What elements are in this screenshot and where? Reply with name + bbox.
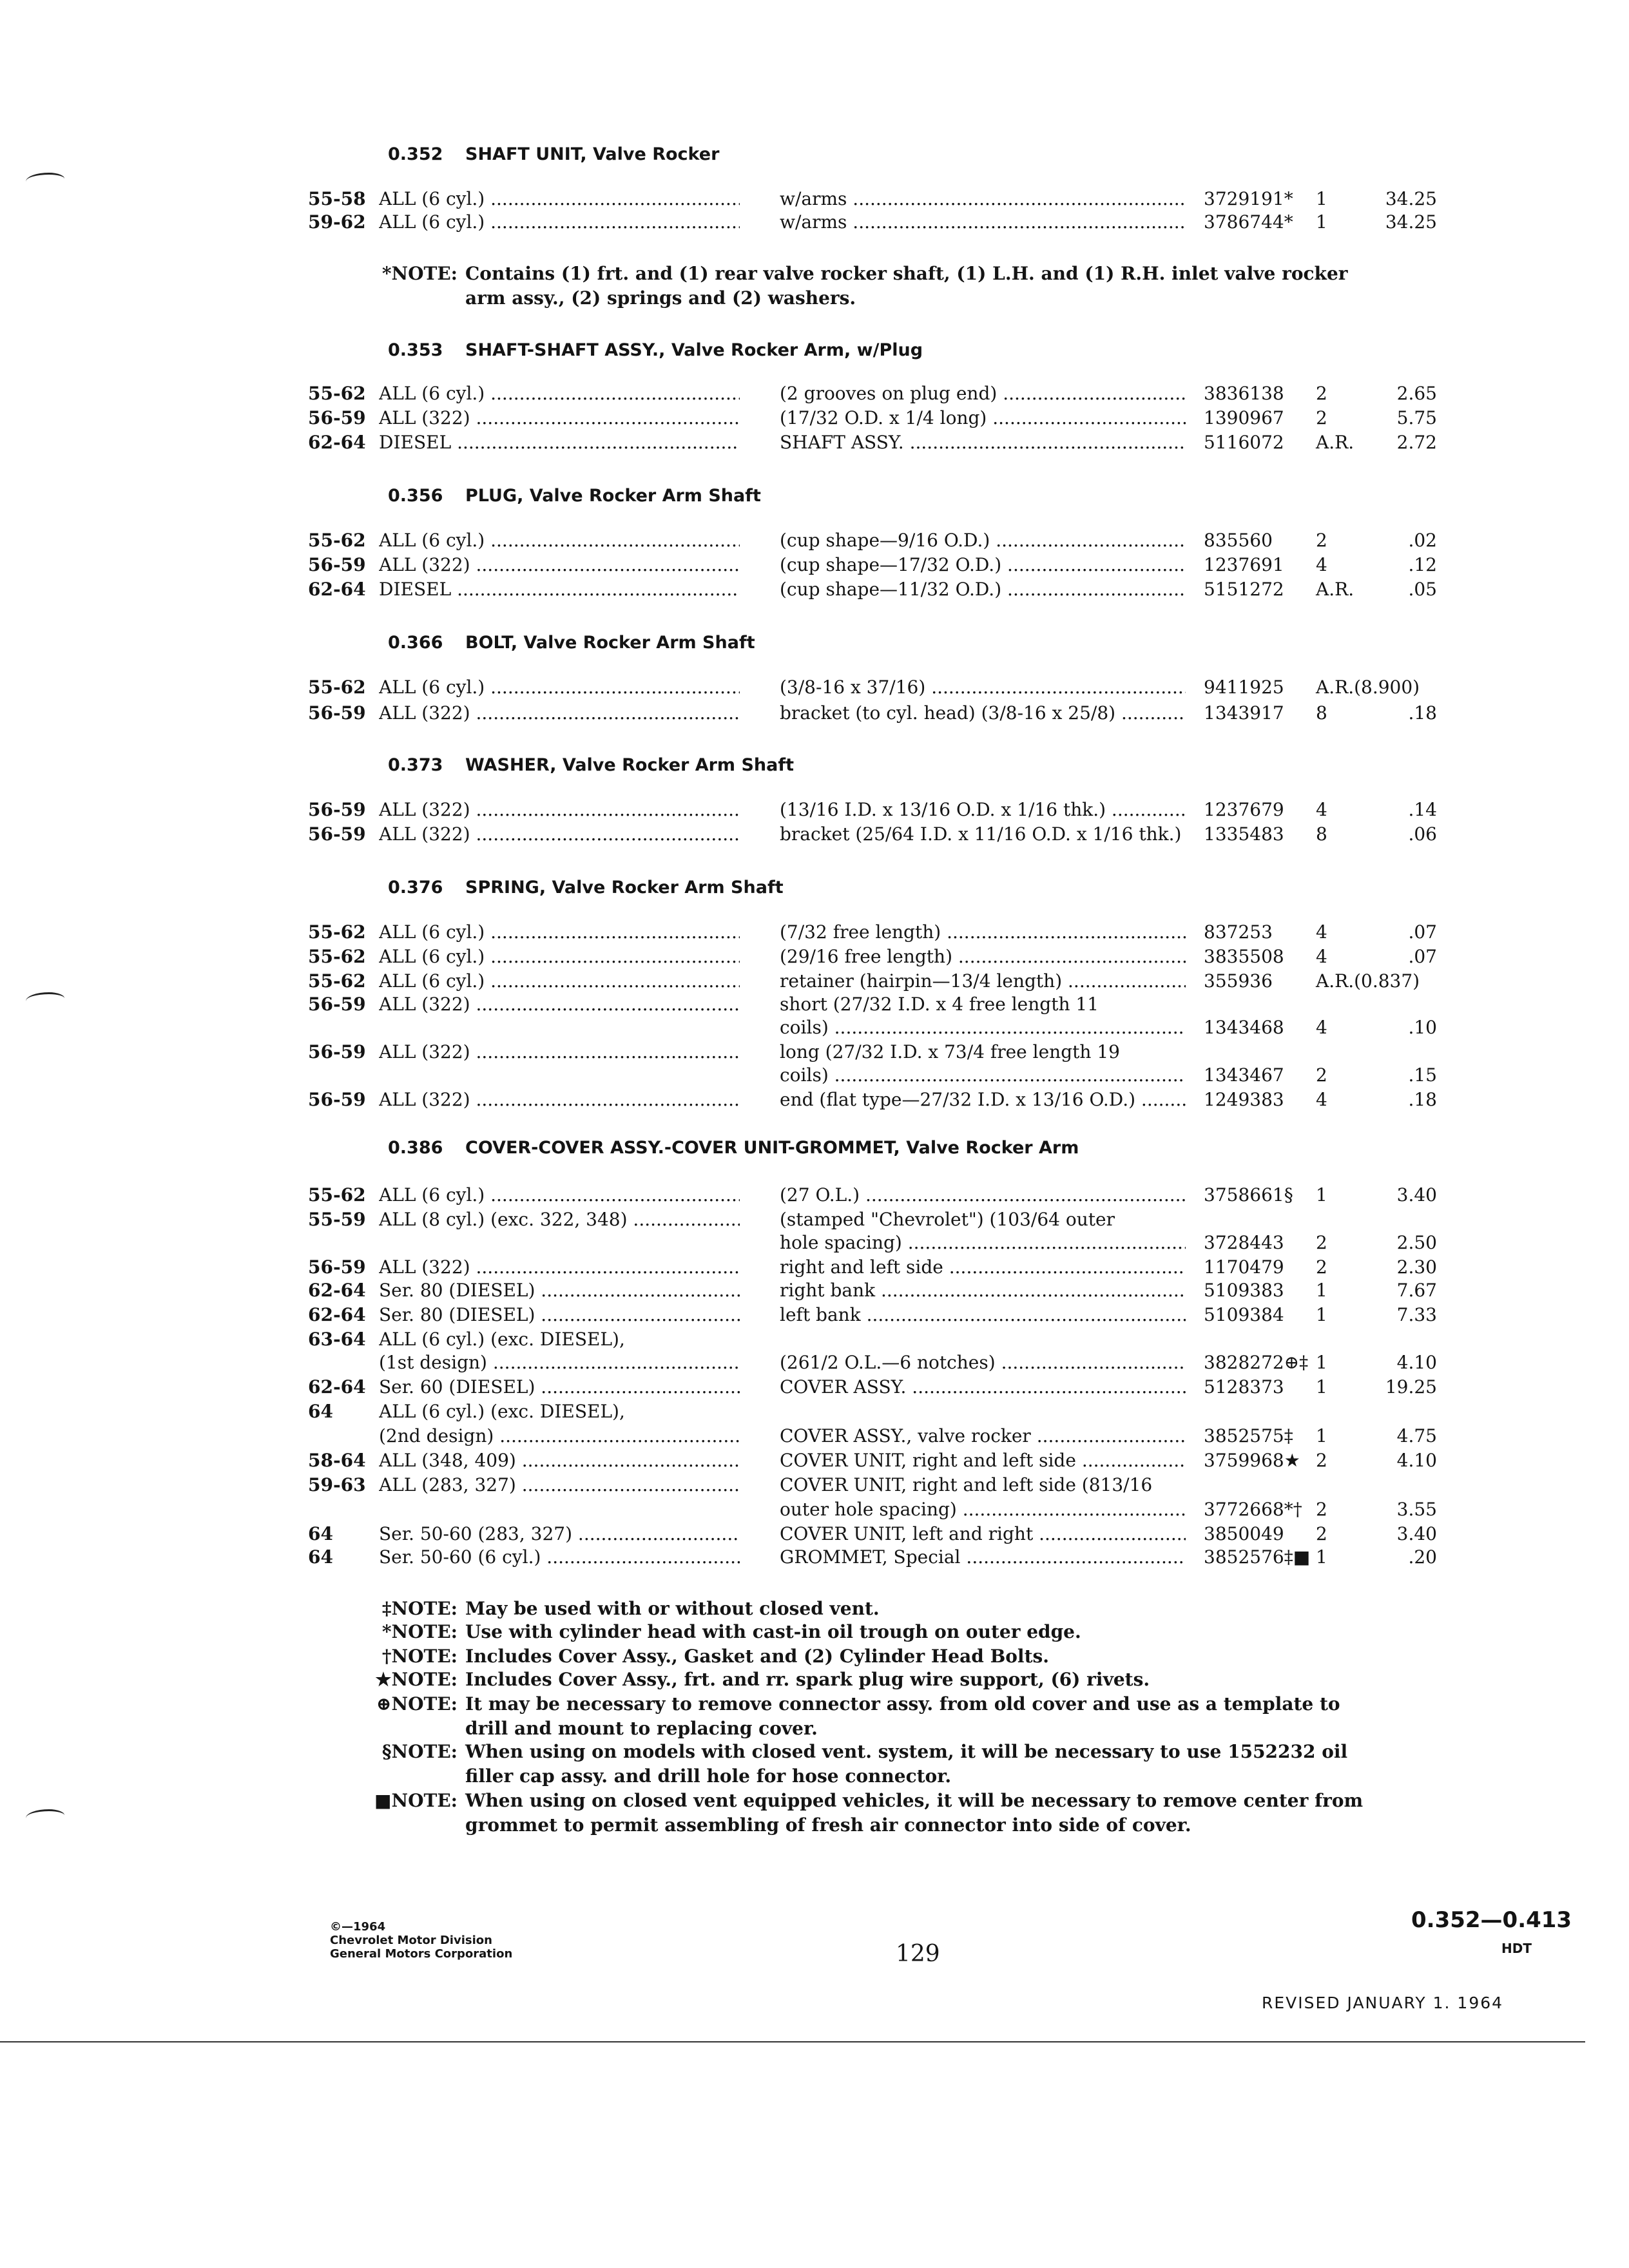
part-number: 355936 bbox=[1204, 970, 1273, 992]
model-year: 55-62 bbox=[308, 970, 366, 992]
note-text: May be used with or without closed vent. bbox=[465, 1598, 880, 1619]
application: ALL (8 cyl.) (exc. 322, 348) ..... bbox=[379, 1207, 740, 1232]
description: (cup shape—11/32 O.D.) ..... bbox=[780, 577, 1186, 602]
description: coils) ..... bbox=[780, 1015, 1186, 1040]
part-number: 3852576‡■ bbox=[1204, 1546, 1311, 1568]
application: Ser. 60 (DIESEL) ..... bbox=[379, 1375, 740, 1399]
part-number: 3852575‡ bbox=[1204, 1425, 1293, 1446]
application: Ser. 50-60 (6 cyl.) ..... bbox=[379, 1545, 740, 1570]
application: ALL (322) ..... bbox=[379, 992, 740, 1017]
quantity: 4 bbox=[1316, 921, 1327, 943]
part-row bbox=[0, 187, 1629, 211]
part-number: 9411925 bbox=[1204, 677, 1284, 698]
part-row bbox=[0, 920, 1629, 945]
note-label: ‡NOTE: bbox=[381, 1598, 458, 1619]
part-number: 837253 bbox=[1204, 921, 1273, 943]
model-year: 62-64 bbox=[308, 432, 366, 453]
description: right bank ..... bbox=[780, 1278, 1186, 1303]
application: ALL (6 cyl.) (exc. DIESEL), bbox=[379, 1401, 625, 1422]
binder-hole-mark bbox=[26, 992, 64, 1007]
price: 3.55 bbox=[1396, 1499, 1437, 1520]
model-year: 55-62 bbox=[308, 1184, 366, 1206]
part-row bbox=[0, 992, 1629, 1017]
price: .12 bbox=[1408, 554, 1437, 575]
model-year: 55-62 bbox=[308, 946, 366, 967]
part-number: 3759968★ bbox=[1204, 1450, 1300, 1471]
note-386 bbox=[361, 1692, 1392, 1741]
application: ALL (322) ..... bbox=[379, 553, 740, 577]
quantity: 4 bbox=[1316, 799, 1327, 820]
section-subtitle: Valve Rocker Arm Shaft bbox=[529, 486, 761, 506]
note-text: Includes Cover Assy., Gasket and (2) Cylinder Head Bolts. bbox=[465, 1646, 1050, 1667]
note-label: ★NOTE: bbox=[375, 1669, 458, 1690]
application: ALL (6 cyl.) ..... bbox=[379, 969, 740, 994]
section-title: SHAFT-SHAFT ASSY., bbox=[465, 340, 666, 360]
publisher-block bbox=[330, 1920, 512, 1961]
quantity: 2 bbox=[1316, 1499, 1327, 1520]
description: COVER UNIT, left and right ..... bbox=[780, 1522, 1186, 1546]
part-row bbox=[0, 1015, 1629, 1040]
price: .05 bbox=[1408, 579, 1437, 600]
section-subtitle: Valve Rocker Arm Shaft bbox=[523, 633, 755, 653]
note-label: §NOTE: bbox=[381, 1741, 458, 1762]
application: ALL (6 cyl.) ..... bbox=[379, 1183, 740, 1207]
description: long (27/32 I.D. x 73/4 free length 19 bbox=[780, 1041, 1120, 1062]
section-range: 0.352—0.413 bbox=[1411, 1907, 1572, 1933]
price: .20 bbox=[1408, 1546, 1437, 1568]
model-year: 56-59 bbox=[308, 554, 366, 575]
description: (261/2 O.L.—6 notches) ..... bbox=[780, 1350, 1186, 1375]
part-number: 3772668*† bbox=[1204, 1499, 1302, 1520]
model-year: 56-59 bbox=[308, 407, 366, 428]
catalog-code: HDT bbox=[1501, 1941, 1532, 1956]
part-row bbox=[0, 1522, 1629, 1546]
note-label: †NOTE: bbox=[381, 1646, 458, 1667]
section-heading bbox=[388, 750, 1483, 781]
section-subtitle: Valve Rocker Arm, w/Plug bbox=[671, 340, 923, 360]
model-year: 55-62 bbox=[308, 530, 366, 551]
application: ALL (6 cyl.) ..... bbox=[379, 675, 740, 700]
part-number: 3729191* bbox=[1204, 188, 1293, 209]
part-row bbox=[0, 945, 1629, 969]
description: COVER ASSY. ..... bbox=[780, 1375, 1186, 1399]
quantity: 1 bbox=[1316, 1184, 1327, 1206]
part-number: 1343468 bbox=[1204, 1017, 1284, 1038]
quantity: 4 bbox=[1316, 1017, 1327, 1038]
note-text: Contains (1) frt. and (1) rear valve rocker shaft, (1) L.H. and (1) R.H. inlet valve rocker arm assy., (2) springs and (2) washers. bbox=[465, 263, 1348, 309]
description: (cup shape—9/16 O.D.) ..... bbox=[780, 528, 1186, 553]
part-row bbox=[0, 1399, 1629, 1424]
description: coils) ..... bbox=[780, 1063, 1186, 1088]
section-title: SHAFT UNIT, bbox=[465, 144, 587, 164]
part-number: 3728443 bbox=[1204, 1232, 1284, 1253]
part-row bbox=[0, 1327, 1629, 1352]
section-number: 0.356 bbox=[388, 486, 443, 506]
note-text: Use with cylinder head with cast-in oil trough on outer edge. bbox=[465, 1621, 1081, 1642]
part-row bbox=[0, 1424, 1629, 1448]
section-title: PLUG, bbox=[465, 486, 524, 506]
description: (7/32 free length) ..... bbox=[780, 920, 1186, 945]
application: ALL (6 cyl.) ..... bbox=[379, 528, 740, 553]
description: GROMMET, Special ..... bbox=[780, 1545, 1186, 1570]
model-year: 56-59 bbox=[308, 1041, 366, 1062]
application: (1st design) ..... bbox=[379, 1350, 740, 1375]
quantity: 1 bbox=[1316, 211, 1327, 233]
application: DIESEL ..... bbox=[379, 577, 740, 602]
quantity: 8 bbox=[1316, 702, 1327, 724]
application: ALL (322) ..... bbox=[379, 406, 740, 430]
description: COVER UNIT, right and left side (813/16 bbox=[780, 1474, 1153, 1495]
part-number: 835560 bbox=[1204, 530, 1273, 551]
section-number: 0.353 bbox=[388, 340, 443, 360]
price: 7.67 bbox=[1396, 1280, 1437, 1301]
application: ALL (6 cyl.) ..... bbox=[379, 945, 740, 969]
part-number: 1335483 bbox=[1204, 823, 1284, 845]
part-row bbox=[0, 210, 1629, 235]
model-year: 56-59 bbox=[308, 994, 366, 1015]
application: Ser. 80 (DIESEL) ..... bbox=[379, 1278, 740, 1303]
model-year: 64 bbox=[308, 1523, 333, 1544]
binder-hole-mark bbox=[26, 173, 64, 187]
model-year: 62-64 bbox=[308, 1376, 366, 1398]
price: .10 bbox=[1408, 1017, 1437, 1038]
part-row bbox=[0, 1545, 1629, 1570]
quantity: 1 bbox=[1316, 1352, 1327, 1373]
price: 3.40 bbox=[1396, 1184, 1437, 1206]
model-year: 62-64 bbox=[308, 1280, 366, 1301]
part-row bbox=[0, 1040, 1629, 1064]
application: ALL (322) ..... bbox=[379, 822, 740, 847]
quantity: A.R. bbox=[1316, 432, 1354, 453]
quantity: 2 bbox=[1316, 1523, 1327, 1544]
quantity: 1 bbox=[1316, 1376, 1327, 1398]
section-number: 0.373 bbox=[388, 755, 443, 775]
application: ALL (322) ..... bbox=[379, 701, 740, 726]
part-row bbox=[0, 822, 1629, 847]
part-row bbox=[0, 577, 1629, 602]
model-year: 56-59 bbox=[308, 799, 366, 820]
model-year: 56-59 bbox=[308, 702, 366, 724]
part-number: 1343917 bbox=[1204, 702, 1284, 724]
model-year: 56-59 bbox=[308, 1089, 366, 1110]
section-title: COVER-COVER ASSY.-COVER UNIT-GROMMET, bbox=[465, 1138, 900, 1158]
model-year: 55-62 bbox=[308, 677, 366, 698]
description: w/arms ..... bbox=[780, 187, 1186, 211]
part-number: 3835508 bbox=[1204, 946, 1284, 967]
description: bracket (to cyl. head) (3/8-16 x 25/8) ..... bbox=[780, 701, 1186, 726]
part-row bbox=[0, 1303, 1629, 1327]
section-title: WASHER, bbox=[465, 755, 557, 775]
price: 3.40 bbox=[1396, 1523, 1437, 1544]
model-year: 64 bbox=[308, 1401, 333, 1422]
model-year: 63-64 bbox=[308, 1329, 366, 1350]
application: ALL (283, 327) ..... bbox=[379, 1473, 740, 1497]
note-386 bbox=[361, 1740, 1392, 1789]
quantity: 2 bbox=[1316, 1256, 1327, 1278]
section-number: 0.386 bbox=[388, 1138, 443, 1158]
description: COVER ASSY., valve rocker ..... bbox=[780, 1424, 1186, 1448]
part-number: 3850049 bbox=[1204, 1523, 1284, 1544]
description: (13/16 I.D. x 13/16 O.D. x 1/16 thk.) ..... bbox=[780, 798, 1186, 822]
part-number: 5109383 bbox=[1204, 1280, 1284, 1301]
price: 19.25 bbox=[1385, 1376, 1437, 1398]
section-subtitle: Valve Rocker Arm Shaft bbox=[562, 755, 795, 775]
note-text: When using on models with closed vent. system, it will be necessary to use 1552232 oil filler cap assy. and drill hole for hose connector. bbox=[465, 1741, 1348, 1787]
quantity: 4 bbox=[1316, 1089, 1327, 1110]
price: 34.25 bbox=[1385, 188, 1437, 209]
quantity: 1 bbox=[1316, 188, 1327, 209]
description: COVER UNIT, right and left side ..... bbox=[780, 1448, 1186, 1473]
part-number: 5151272 bbox=[1204, 579, 1284, 600]
copyright: ©—1964 bbox=[330, 1920, 386, 1934]
part-row bbox=[0, 1375, 1629, 1399]
price: .02 bbox=[1408, 530, 1437, 551]
quantity: 4 bbox=[1316, 946, 1327, 967]
model-year: 55-62 bbox=[308, 383, 366, 404]
part-number: 1390967 bbox=[1204, 407, 1284, 428]
description: right and left side ..... bbox=[780, 1255, 1186, 1280]
description: w/arms ..... bbox=[780, 210, 1186, 235]
quantity: 1 bbox=[1316, 1304, 1327, 1325]
model-year: 62-64 bbox=[308, 1304, 366, 1325]
section-subtitle: Valve Rocker bbox=[593, 144, 720, 164]
section-subtitle: Valve Rocker Arm bbox=[906, 1138, 1079, 1158]
price: 4.75 bbox=[1396, 1425, 1437, 1446]
model-year: 58-64 bbox=[308, 1450, 366, 1471]
section-heading bbox=[388, 335, 1483, 366]
quantity: A.R. bbox=[1316, 579, 1354, 600]
part-row bbox=[0, 430, 1629, 455]
quantity: A.R.(8.900) bbox=[1316, 677, 1420, 698]
quantity: 8 bbox=[1316, 823, 1327, 845]
application: ALL (6 cyl.) ..... bbox=[379, 210, 740, 235]
application: ALL (6 cyl.) (exc. DIESEL), bbox=[379, 1329, 625, 1350]
section-number: 0.352 bbox=[388, 144, 443, 164]
quantity: 2 bbox=[1316, 1232, 1327, 1253]
description: (cup shape—17/32 O.D.) ..... bbox=[780, 553, 1186, 577]
section-heading bbox=[388, 628, 1483, 658]
description: bracket (25/64 I.D. x 11/16 O.D. x 1/16 thk.) ..... bbox=[780, 822, 1186, 847]
part-number: 3758661§ bbox=[1204, 1184, 1293, 1206]
note-386 bbox=[361, 1667, 1392, 1692]
part-number: 1237691 bbox=[1204, 554, 1284, 575]
bottom-rule bbox=[0, 2041, 1585, 2042]
part-row bbox=[0, 1497, 1629, 1522]
application: ALL (322) ..... bbox=[379, 1255, 740, 1280]
quantity: 2 bbox=[1316, 1064, 1327, 1086]
application: DIESEL ..... bbox=[379, 430, 740, 455]
note-text: It may be necessary to remove connector assy. from old cover and use as a template to drill and mount to replacing cover. bbox=[465, 1693, 1340, 1739]
note-386 bbox=[361, 1789, 1392, 1838]
section-heading bbox=[388, 872, 1483, 903]
part-number: 5116072 bbox=[1204, 432, 1284, 453]
part-number: 1343467 bbox=[1204, 1064, 1284, 1086]
note-386 bbox=[361, 1620, 1392, 1644]
price: 2.50 bbox=[1396, 1232, 1437, 1253]
section-number: 0.366 bbox=[388, 633, 443, 653]
part-number: 1249383 bbox=[1204, 1089, 1284, 1110]
model-year: 55-62 bbox=[308, 921, 366, 943]
section-subtitle: Valve Rocker Arm Shaft bbox=[552, 878, 784, 898]
description: hole spacing) ..... bbox=[780, 1231, 1186, 1255]
quantity: A.R.(0.837) bbox=[1316, 970, 1420, 992]
price: 4.10 bbox=[1396, 1450, 1437, 1471]
description: (27 O.L.) ..... bbox=[780, 1183, 1186, 1207]
application: ALL (322) ..... bbox=[379, 798, 740, 822]
description: short (27/32 I.D. x 4 free length 11 bbox=[780, 994, 1099, 1015]
quantity: 2 bbox=[1316, 407, 1327, 428]
part-number: 5128373 bbox=[1204, 1376, 1284, 1398]
price: 34.25 bbox=[1385, 211, 1437, 233]
part-row bbox=[0, 1350, 1629, 1375]
quantity: 4 bbox=[1316, 554, 1327, 575]
note-label: ⊕NOTE: bbox=[376, 1693, 458, 1715]
note-352 bbox=[361, 262, 1392, 311]
part-row bbox=[0, 1473, 1629, 1497]
note-label: ■NOTE: bbox=[374, 1790, 458, 1811]
page-number: 129 bbox=[896, 1941, 940, 1967]
part-number: 1170479 bbox=[1204, 1256, 1284, 1278]
description: (17/32 O.D. x 1/4 long) ..... bbox=[780, 406, 1186, 430]
section-heading bbox=[388, 139, 1483, 170]
note-text: When using on closed vent equipped vehicles, it will be necessary to remove center from grommet to permit assembling of fresh air connector into side of cover. bbox=[465, 1790, 1364, 1836]
description: (29/16 free length) ..... bbox=[780, 945, 1186, 969]
application: ALL (322) ..... bbox=[379, 1088, 740, 1112]
model-year: 55-59 bbox=[308, 1209, 366, 1230]
price: 2.72 bbox=[1396, 432, 1437, 453]
application: ALL (348, 409) ..... bbox=[379, 1448, 740, 1473]
section-number: 0.376 bbox=[388, 878, 443, 898]
part-row bbox=[0, 1088, 1629, 1112]
part-row bbox=[0, 675, 1629, 700]
model-year: 56-59 bbox=[308, 823, 366, 845]
part-row bbox=[0, 1207, 1629, 1232]
model-year: 55-58 bbox=[308, 188, 366, 209]
price: .06 bbox=[1408, 823, 1437, 845]
model-year: 59-62 bbox=[308, 211, 366, 233]
quantity: 2 bbox=[1316, 383, 1327, 404]
part-row bbox=[0, 1183, 1629, 1207]
note-text: Includes Cover Assy., frt. and rr. spark plug wire support, (6) rivets. bbox=[465, 1669, 1150, 1690]
note-386 bbox=[361, 1644, 1392, 1669]
description: (stamped "Chevrolet") (103/64 outer bbox=[780, 1209, 1115, 1230]
note-label: *NOTE: bbox=[381, 263, 458, 284]
application: ALL (6 cyl.) ..... bbox=[379, 920, 740, 945]
price: .18 bbox=[1408, 702, 1437, 724]
price: .18 bbox=[1408, 1089, 1437, 1110]
part-row bbox=[0, 553, 1629, 577]
price: 7.33 bbox=[1396, 1304, 1437, 1325]
part-number: 5109384 bbox=[1204, 1304, 1284, 1325]
part-row bbox=[0, 1063, 1629, 1088]
description: (3/8-16 x 37/16) ..... bbox=[780, 675, 1186, 700]
part-row bbox=[0, 381, 1629, 406]
description: retainer (hairpin—13/4 length) ..... bbox=[780, 969, 1186, 994]
quantity: 1 bbox=[1316, 1280, 1327, 1301]
model-year: 64 bbox=[308, 1546, 333, 1568]
application: ALL (6 cyl.) ..... bbox=[379, 381, 740, 406]
revised-date: REVISED JANUARY 1. 1964 bbox=[1262, 1994, 1504, 2012]
note-label: *NOTE: bbox=[381, 1621, 458, 1642]
division: Chevrolet Motor Division bbox=[330, 1934, 492, 1947]
model-year: 59-63 bbox=[308, 1474, 366, 1495]
quantity: 2 bbox=[1316, 1450, 1327, 1471]
binder-hole-mark bbox=[26, 1809, 64, 1824]
application: Ser. 80 (DIESEL) ..... bbox=[379, 1303, 740, 1327]
quantity: 1 bbox=[1316, 1425, 1327, 1446]
model-year: 56-59 bbox=[308, 1256, 366, 1278]
section-heading bbox=[388, 1133, 1483, 1164]
application: Ser. 50-60 (283, 327) ..... bbox=[379, 1522, 740, 1546]
part-number: 1237679 bbox=[1204, 799, 1284, 820]
price: .15 bbox=[1408, 1064, 1437, 1086]
price: 4.10 bbox=[1396, 1352, 1437, 1373]
corporation: General Motors Corporation bbox=[330, 1947, 513, 1961]
quantity: 1 bbox=[1316, 1546, 1327, 1568]
part-row bbox=[0, 528, 1629, 553]
part-number: 3836138 bbox=[1204, 383, 1284, 404]
price: .14 bbox=[1408, 799, 1437, 820]
part-row bbox=[0, 969, 1629, 994]
part-row bbox=[0, 798, 1629, 822]
price: .07 bbox=[1408, 946, 1437, 967]
section-heading bbox=[388, 481, 1483, 512]
part-row bbox=[0, 406, 1629, 430]
part-number: 3828272⊕‡ bbox=[1204, 1352, 1309, 1373]
description: (2 grooves on plug end) ..... bbox=[780, 381, 1186, 406]
description: left bank ..... bbox=[780, 1303, 1186, 1327]
section-title: SPRING, bbox=[465, 878, 546, 898]
application: ALL (6 cyl.) ..... bbox=[379, 187, 740, 211]
price: 2.30 bbox=[1396, 1256, 1437, 1278]
description: end (flat type—27/32 I.D. x 13/16 O.D.) ..... bbox=[780, 1088, 1186, 1112]
part-number: 3786744* bbox=[1204, 211, 1293, 233]
section-title: BOLT, bbox=[465, 633, 518, 653]
model-year: 62-64 bbox=[308, 579, 366, 600]
application: (2nd design) ..... bbox=[379, 1424, 740, 1448]
price: 2.65 bbox=[1396, 383, 1437, 404]
application: ALL (322) ..... bbox=[379, 1040, 740, 1064]
price: 5.75 bbox=[1396, 407, 1437, 428]
description: outer hole spacing) ..... bbox=[780, 1497, 1186, 1522]
price: .07 bbox=[1408, 921, 1437, 943]
part-row bbox=[0, 1255, 1629, 1280]
description: SHAFT ASSY. ..... bbox=[780, 430, 1186, 455]
note-386 bbox=[361, 1597, 1392, 1621]
part-row bbox=[0, 1278, 1629, 1303]
quantity: 2 bbox=[1316, 530, 1327, 551]
part-row bbox=[0, 1231, 1629, 1255]
part-row bbox=[0, 1448, 1629, 1473]
part-row bbox=[0, 701, 1629, 726]
